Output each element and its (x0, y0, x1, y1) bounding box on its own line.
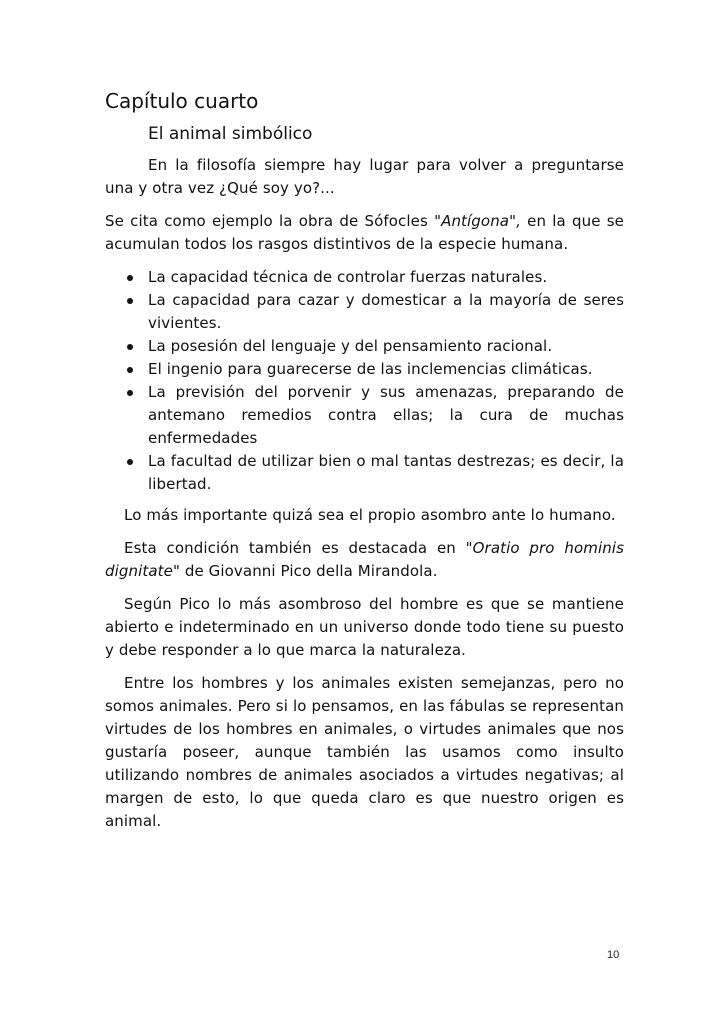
list-item-text: El ingenio para guarecerse de las inclemencias climáticas. (148, 360, 593, 378)
bullet-icon (127, 459, 133, 465)
oratio-title: "Oratio pro hominis dignitate" (105, 539, 624, 580)
intro-paragraph: En la filosofía siempre hay lugar para volver a preguntarse una y otra vez ¿Qué soy yo?... (105, 156, 624, 197)
sofocles-text-after: en la que se acumulan todos los rasgos distintivos de la especie humana. (105, 212, 624, 253)
bullet-icon (127, 390, 133, 396)
bullet-icon (127, 344, 133, 350)
list-item (148, 358, 624, 381)
list-item (148, 335, 624, 358)
bullet-icon (127, 298, 133, 304)
sofocles-paragraph (105, 210, 624, 256)
chapter-title: Capítulo cuarto (105, 89, 259, 113)
list-item (148, 266, 624, 289)
sofocles-text-before: Se cita como ejemplo la obra de Sófocles (105, 212, 435, 230)
pico-view-paragraph: Según Pico lo más asombroso del hombre es que se mantiene abierto e indeterminado en un universo donde todo tiene su puesto y debe responder a lo que marca la naturaleza. (105, 595, 624, 659)
list-item (148, 289, 624, 335)
list-item (148, 450, 624, 496)
pico-paragraph (105, 537, 624, 583)
list-item-text: La posesión del lenguaje y del pensamiento racional. (148, 337, 553, 355)
list-item-text: La facultad de utilizar bien o mal tantas destrezas; es decir, la libertad. (148, 452, 624, 493)
asombro-paragraph: Lo más importante quizá sea el propio asombro ante lo humano. (124, 506, 616, 524)
list-item (148, 381, 624, 450)
section-title: El animal simbólico (148, 124, 313, 144)
pico-text-after: de Giovanni Pico della Mirandola. (179, 562, 438, 580)
list-item-text: La capacidad para cazar y domesticar a la mayoría de seres vivientes. (148, 291, 624, 332)
human-traits-list (105, 266, 624, 496)
page-number: 10 (607, 949, 620, 961)
list-item-text: La previsión del porvenir y sus amenazas, preparando de antemano remedios contra ellas; la cura de muchas enfermedades (148, 383, 624, 447)
list-item-text: La capacidad técnica de controlar fuerzas naturales. (148, 268, 548, 286)
animals-paragraph: Entre los hombres y los animales existen semejanzas, pero no somos animales. Pero si lo pensamos, en las fábulas se representan virtudes de los hombres en animales, o virtudes animales que nos gustaría poseer, aunque también las usamos como insulto utilizando nombres de animales asociados a virtudes negativas; al margen de esto, lo que queda claro es que nuestro origen es animal. (105, 674, 624, 830)
pico-text-before: Esta condición también es destacada en (124, 539, 466, 557)
document-page (105, 88, 624, 843)
antigona-title: "Antígona", (434, 212, 521, 230)
bullet-icon (127, 275, 133, 281)
bullet-icon (127, 367, 133, 373)
